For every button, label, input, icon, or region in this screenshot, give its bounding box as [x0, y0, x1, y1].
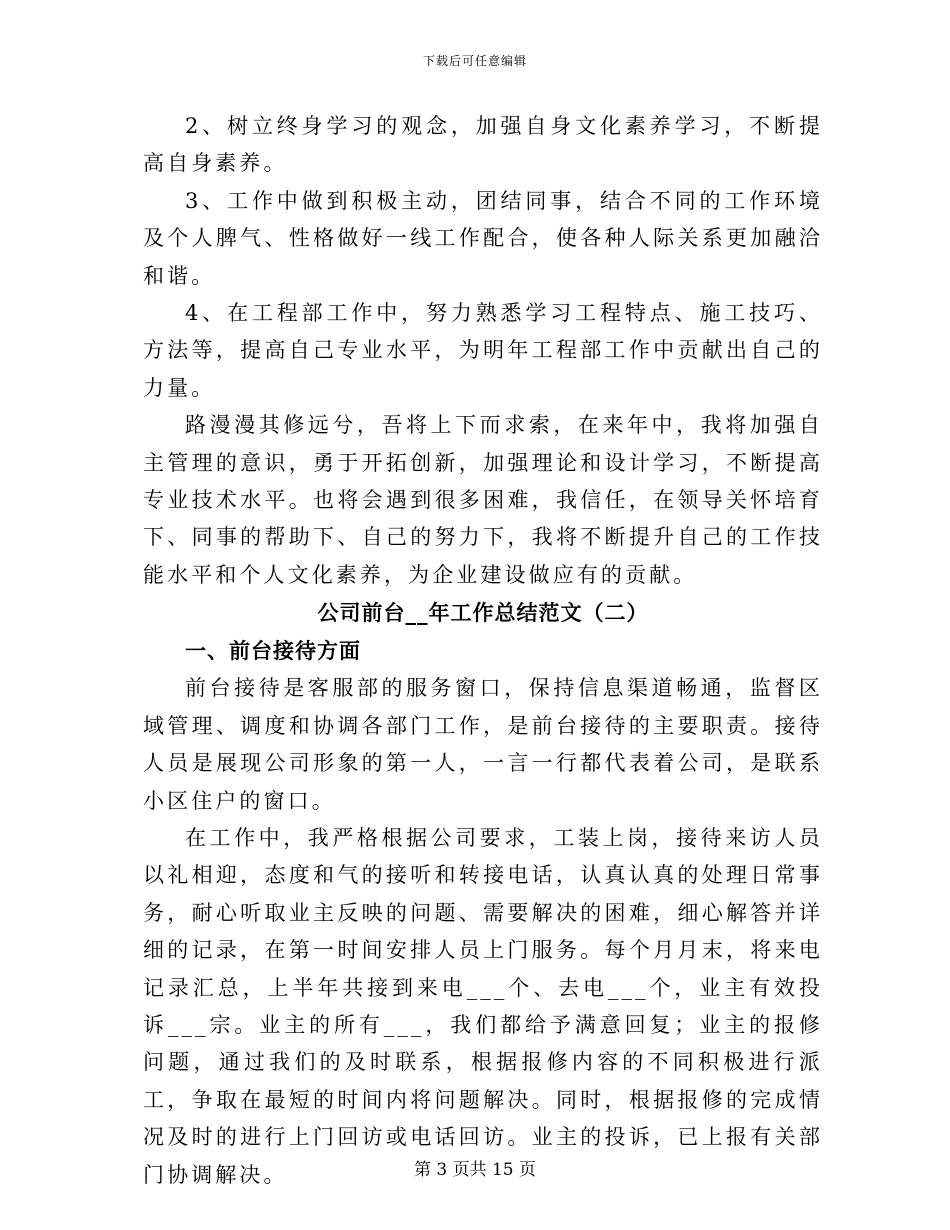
- paragraph-item-3: 3、工作中做到积极主动，团结同事，结合不同的工作环境及个人脾气、性格做好一线工作配合，使各种人际关系更加融洽和谐。: [143, 188, 823, 288]
- section-title: 公司前台__年工作总结范文（二）: [317, 601, 649, 626]
- page-header: 下载后可任意编辑: [422, 54, 527, 68]
- page-footer: 第 3 页共 15 页: [413, 1160, 537, 1180]
- paragraph-reception-intro: 前台接待是客服部的服务窗口，保持信息渠道畅通，监督区域管理、调度和协调各部门工作，是前台接待的主要职责。接待人员是展现公司形象的第一人，一言一行都代表着公司，是联系小区住户的窗口。: [143, 676, 823, 813]
- document-body: [143, 108, 823, 1194]
- section-heading: 一、前台接待方面: [185, 639, 361, 664]
- paragraph-reception-work: 在工作中，我严格根据公司要求，工装上岗，接待来访人员以礼相迎，态度和气的接听和转接电话，认真认真的处理日常事务，耐心听取业主反映的问题、需要解决的困难，细心解答并详细的记录，在第一时间安排人员上门服务。每个月月末，将来电记录汇总，上半年共接到来电___个、去电___个，业主有效投诉___宗。业主的所有___，我们都给予满意回复；业主的报修问题，通过我们的及时联系，根据报修内容的不同积极进行派工，争取在最短的时间内将问题解决。同时，根据报修的完成情况及时的进行上门回访或电话回访。业主的投诉，已上报有关部门协调解决。: [143, 825, 823, 1187]
- paragraph-item-4: 4、在工程部工作中，努力熟悉学习工程特点、施工技巧、方法等，提高自己专业水平，为明年工程部工作中贡献出自己的力量。: [143, 301, 823, 400]
- paragraph-item-2: 2、树立终身学习的观念，加强自身文化素养学习，不断提高自身素养。: [143, 114, 823, 176]
- paragraph-closing: 路漫漫其修远兮，吾将上下而求索，在来年中，我将加强自主管理的意识，勇于开拓创新，加强理论和设计学习，不断提高专业技术水平。也将会遇到很多困难，我信任，在领导关怀培育下、同事的帮助下、自己的努力下，我将不断提升自己的工作技能水平和个人文化素养，为企业建设做应有的贡献。: [143, 413, 823, 587]
